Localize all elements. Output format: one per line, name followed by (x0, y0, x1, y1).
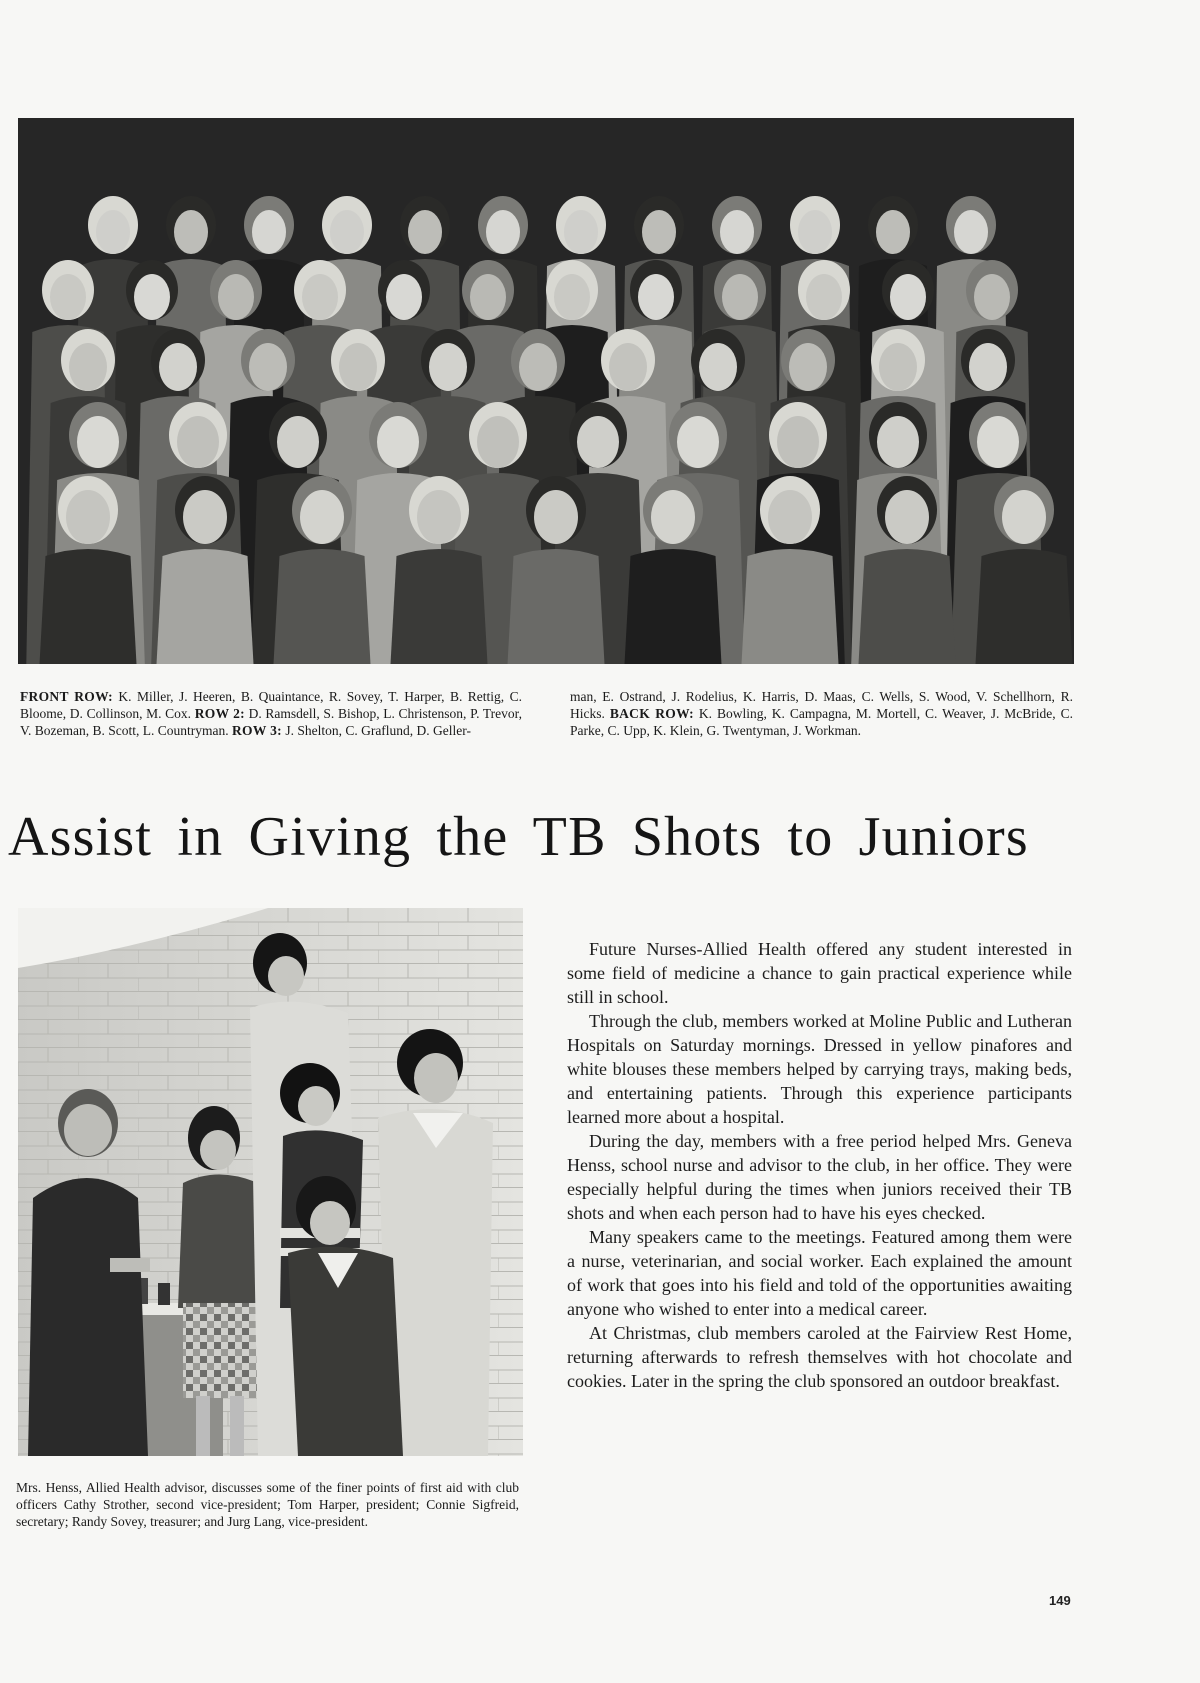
caption-names: K. Miller, J. Heeren, B. Quaintance, R. Sovey, T. Harper, B. Rettig, C. Bloome, D. Collinson, M. Cox. (20, 689, 522, 721)
caption-row-label: FRONT ROW: (20, 689, 113, 704)
group-caption-left (20, 688, 522, 739)
group-photo-image (18, 118, 1074, 664)
club-officers-photo (18, 908, 523, 1456)
group-photo (18, 118, 1074, 664)
article-paragraph: At Christmas, club members caroled at the Fairview Rest Home, returning afterwards to refresh themselves with hot chocolate and cookies. Later in the spring the club sponsored an outdoor breakfast. (567, 1323, 1072, 1391)
club-officers-photo-image (18, 908, 523, 1456)
caption-row-label: BACK ROW: (609, 706, 694, 721)
group-caption-right (570, 688, 1073, 739)
caption-names: D. Ramsdell, S. Bishop, L. Christenson, P. Trevor, V. Bozeman, B. Scott, L. Countryman. (20, 706, 522, 738)
club-photo-caption: Mrs. Henss, Allied Health advisor, discusses some of the finer points of first aid with club officers Cathy Strother, second vice-president; Tom Harper, president; Connie Sigfreid, secretary; Randy Sovey, treasurer; and Jurg Lang, vice-president. (16, 1480, 519, 1529)
caption-names: man, E. Ostrand, J. Rodelius, K. Harris, D. Maas, C. Wells, S. Wood, V. Schellhorn, R. Hicks. (570, 689, 1073, 721)
page-headline: Assist in Giving the TB Shots to Juniors (8, 806, 1029, 868)
article-body (567, 937, 1072, 1393)
caption-names: J. Shelton, C. Graflund, D. Geller- (281, 723, 472, 738)
caption-row-label: ROW 2: (194, 706, 245, 721)
article-paragraph: Future Nurses-Allied Health offered any student interested in some field of medicine a chance to gain practical experience while still in school. (567, 939, 1072, 1007)
page-number: 149 (1049, 1593, 1071, 1608)
article-paragraph: Through the club, members worked at Moline Public and Lutheran Hospitals on Saturday mornings. Dressed in yellow pinafores and white blouses these members helped by carrying trays, making beds, and entertaining patients. Through this experience participants learned more about a hospital. (567, 1011, 1072, 1127)
caption-names: K. Bowling, K. Campagna, M. Mortell, C. Weaver, J. McBride, C. Parke, C. Upp, K. Klein, G. Twentyman, J. Workman. (570, 706, 1073, 738)
article-paragraph: Many speakers came to the meetings. Featured among them were a nurse, veterinarian, and social worker. Each explained the amount of work that goes into his field and told of the opportunities awaiting anyone who wished to enter into a medical career. (567, 1227, 1072, 1319)
caption-row-label: ROW 3: (232, 723, 282, 738)
article-paragraph: During the day, members with a free period helped Mrs. Geneva Henss, school nurse and advisor to the club, in her office. They were especially helpful during the times when juniors received their TB shots and when each person had to have his eyes checked. (567, 1131, 1072, 1223)
